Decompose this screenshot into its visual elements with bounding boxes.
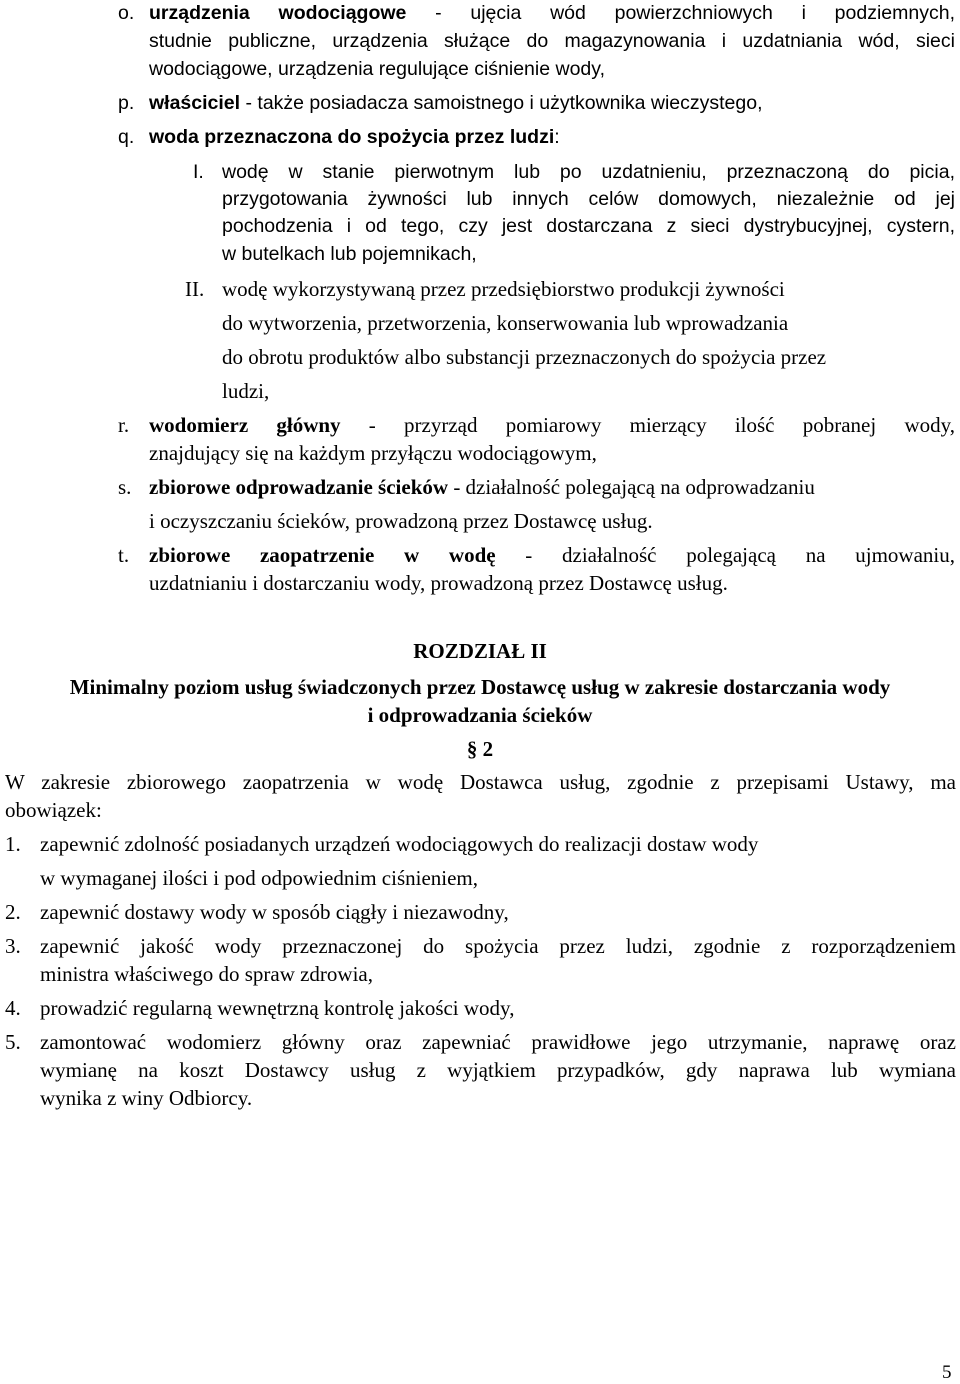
item-o-marker: o. (118, 2, 135, 24)
duty-4-num: 4. (5, 996, 21, 1020)
sub-i-line4: w butelkach lub pojemnikach, (222, 243, 477, 265)
item-s-line1 (149, 472, 815, 502)
item-o-line1-rest: - ujęcia wód powierzchniowych i podziemnych, (406, 2, 955, 24)
duty-1-num: 1. (5, 832, 21, 856)
item-p-rest: - także posiadacza samoistnego i użytkownika wieczystego, (240, 92, 763, 114)
item-t-line1-rest: - działalność polegającą na ujmowaniu, (495, 543, 955, 567)
item-r-line2: znajdujący się na każdym przyłączu wodociągowym, (149, 441, 597, 465)
chapter-subtitle-line2-text: i odprowadzania ścieków (367, 703, 593, 727)
item-t-marker: t. (118, 543, 130, 567)
sub-i-marker: I. (193, 161, 204, 183)
duty-3-line2: ministra właściwego do spraw zdrowia, (40, 962, 373, 986)
item-q-line (149, 124, 560, 151)
item-s-term: zbiorowe odprowadzanie ścieków (149, 475, 449, 499)
item-s-marker: s. (118, 475, 132, 499)
chapter-title (0, 636, 960, 666)
duty-1-line1: zapewnić zdolność posiadanych urządzeń wodociągowych do realizacji dostaw wody (40, 832, 759, 856)
item-o-line1 (149, 0, 955, 27)
sub-i-line2: przygotowania żywności lub innych celów domowych, niezależnie od jej (222, 188, 955, 210)
intro-line1: W zakresie zbiorowego zaopatrzenia w wodę Dostawca usług, zgodnie z przepisami Ustawy, ma (5, 770, 956, 794)
chapter-subtitle-line2 (0, 700, 960, 730)
item-q-term: woda przeznaczona do spożycia przez ludzi (149, 126, 555, 148)
item-t-line1 (149, 540, 955, 570)
item-s-line1-rest: - działalność polegającą na odprowadzaniu (448, 475, 815, 499)
chapter-subtitle-line1-text: Minimalny poziom usług świadczonych przez Dostawcę usług w zakresie dostarczania wody (69, 675, 891, 699)
duty-5-num: 5. (5, 1030, 21, 1054)
paragraph-sign-text: § 2 (466, 737, 494, 761)
sub-ii-line4: ludzi, (222, 379, 270, 403)
duty-4-line1: prowadzić regularną wewnętrzną kontrolę jakości wody, (40, 996, 515, 1020)
page-number: 5 (942, 1362, 952, 1383)
item-p-line (149, 90, 763, 117)
sub-ii-line2: do wytworzenia, przetworzenia, konserwowania lub wprowadzania (222, 311, 789, 335)
duty-5-line3: wynika z winy Odbiorcy. (40, 1086, 253, 1110)
item-q-marker: q. (118, 126, 135, 148)
sub-ii-line1: wodę wykorzystywaną przez przedsiębiorstwo produkcji żywności (222, 277, 785, 301)
item-r-marker: r. (118, 413, 130, 437)
item-p-term: właściciel (149, 92, 241, 114)
item-o-line2: studnie publiczne, urządzenia służące do magazynowania i uzdatniania wód, sieci (149, 30, 955, 52)
paragraph-sign (0, 734, 960, 764)
duty-3-num: 3. (5, 934, 21, 958)
duty-2-num: 2. (5, 900, 21, 924)
item-p-marker: p. (118, 92, 135, 114)
item-o-term: urządzenia wodociągowe (149, 2, 407, 24)
sub-ii-marker: II. (185, 277, 205, 301)
duty-2-line1: zapewnić dostawy wody w sposób ciągły i niezawodny, (40, 900, 509, 924)
item-t-line2: uzdatnianiu i dostarczaniu wody, prowadzoną przez Dostawcę usług. (149, 571, 728, 595)
chapter-title-text: ROZDZIAŁ II (413, 639, 547, 663)
item-t-term: zbiorowe zaopatrzenie w wodę (149, 543, 496, 567)
item-r-line1-rest: - przyrząd pomiarowy mierzący ilość pobranej wody, (340, 413, 955, 437)
intro-line2: obowiązek: (5, 798, 102, 822)
duty-1-line2: w wymaganej ilości i pod odpowiednim ciśnieniem, (40, 866, 479, 890)
chapter-subtitle-line1 (0, 672, 960, 702)
duty-5-line1: zamontować wodomierz główny oraz zapewniać prawidłowe jego utrzymanie, naprawę oraz (40, 1030, 956, 1054)
sub-i-line3: pochodzenia i od tego, czy jest dostarczana z sieci dystrybucyjnej, cystern, (222, 215, 955, 237)
item-o-line3: wodociągowe, urządzenia regulujące ciśnienie wody, (149, 58, 605, 80)
item-s-line2: i oczyszczaniu ścieków, prowadzoną przez Dostawcę usług. (149, 509, 653, 533)
item-r-line1 (149, 410, 955, 440)
item-q-rest: : (554, 126, 560, 148)
item-r-term: wodomierz główny (149, 413, 341, 437)
sub-i-line1: wodę w stanie pierwotnym lub po uzdatnieniu, przeznaczoną do picia, (222, 161, 955, 183)
duty-5-line2: wymianę na koszt Dostawcy usług z wyjątkiem przypadków, gdy naprawa lub wymiana (40, 1058, 956, 1082)
duty-3-line1: zapewnić jakość wody przeznaczonej do spożycia przez ludzi, zgodnie z rozporządzeniem (40, 934, 956, 958)
sub-ii-line3: do obrotu produktów albo substancji przeznaczonych do spożycia przez (222, 345, 827, 369)
